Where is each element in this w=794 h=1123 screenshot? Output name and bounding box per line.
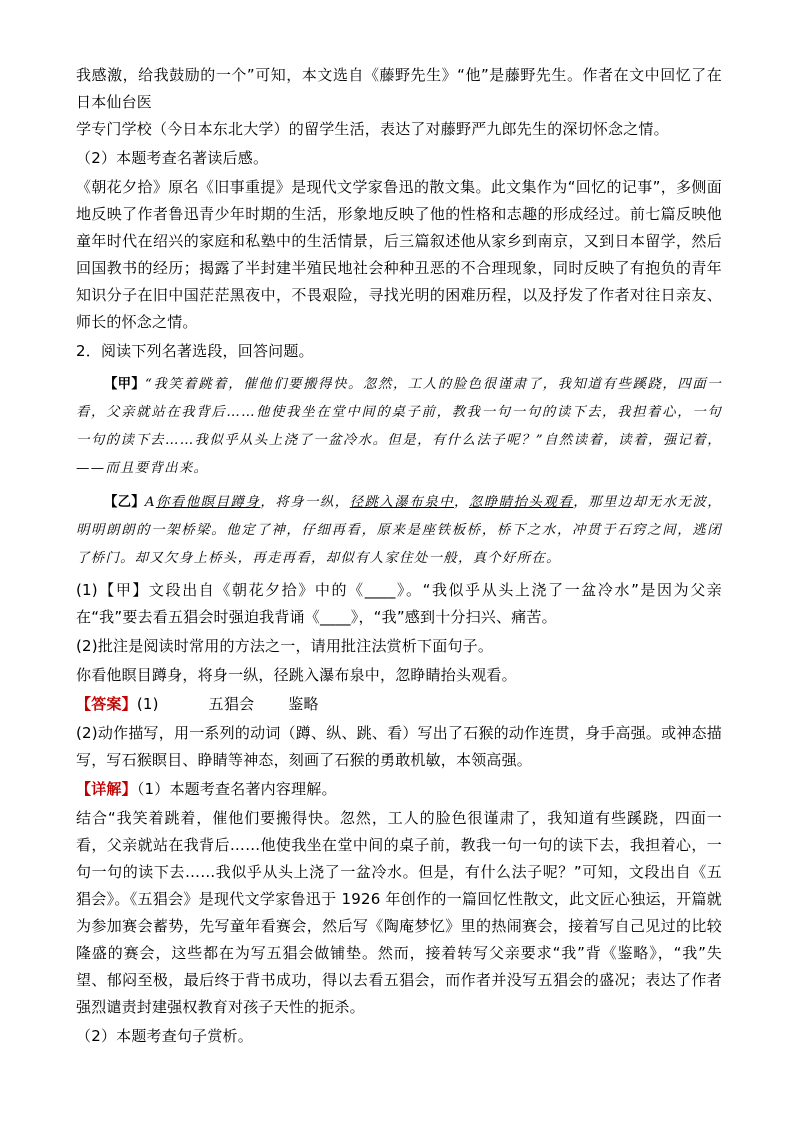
detail-body: 结合“我笑着跳着，催他们要搬得快。忽然，工人的脸色很谨肃了，我知道有些蹊跷，四面一看，父亲就站在我背后……他使我坐在堂中间的桌子前，教我一句一句的读下去，我担着心，一句一句的读下去……我似乎从头上浇了一盆冷水。但是，有什么法子呢？”可知，文段出自《五猖会》。《五猖会》是现代文学家鲁迅于 1926 年创作的一篇回忆性散文，此文匠心独运，开篇就为参加赛会蓄势，先写童年看赛会，然后写《陶庵梦忆》里的热闹赛会，接着写自己见过的比较隆盛的赛会，这些都在为写五猖会做铺垫。然而，接着转写父亲要求“我”背《鉴略》，“我”失望、郁闷至极，最后终于背书成功，得以去看五猖会，而作者并没写五猖会的盛况；表达了作者强烈谴责封建强权教育对孩子天性的扼杀。 [76,809,722,1016]
intro-line-1: 我感激，给我鼓励的一个”可知，本文选自《藤野先生》“他”是藤野先生。作者在文中回忆了在日本仙台医 [76,66,722,111]
sub1-mid: 》。“我似乎从头上浇了一盆冷水”是因为父亲在“我”要去看五猖会时强迫我背诵《 [76,581,722,626]
document-content [76,62,722,1050]
question-title: 2．阅读下列名著选段，回答问题。 [76,342,314,360]
passage-jia-text: “我笑着跳着，催他们要搬得快。忽然，工人的脸色很谨肃了，我知道有些蹊跷，四面一看，父亲就站在我背后……他使我坐在堂中间的桌子前，教我一句一句的读下去，我担着心，一句一句的读下去……我似乎从头上浇了一盆冷水。但是，有什么法子呢？”自然读着，读着，强记着，——而且要背出来。 [76,377,723,476]
detail-label: 【详解】 [76,780,137,798]
passage-yi-rest: ，那里边却无水无波，明明朗朗的一架桥梁。他定了神，仔细再看，原来是座铁板桥，桥下之水，冲贯于石窍之间，逃闭了桥门。却又欠身上桥头，再走再看，却似有人家住处一般，真个好所在。 [76,495,723,566]
sub-question-1 [76,577,722,631]
answer-number: (1) [136,695,159,713]
sub1-blank-2: ____ [319,608,351,626]
q2-heading: （2）本题考查名著读后感。 [76,149,269,167]
sub-question-2: (2)批注是阅读时常用的方法之一，请用批注法赏析下面句子。 [76,637,494,655]
passage-yi-underline-2: 径跳入瀑布泉中 [349,495,455,510]
answer-line [76,691,722,718]
detail-heading [76,776,722,803]
passage-yi-underline-1: 你看他瞑目蹲身 [155,495,261,510]
passage-yi-underline-3: 忽睁睛抬头观看 [468,495,574,510]
answer-label: 【答案】 [76,695,137,713]
passage-yi [76,489,722,573]
answer-2: 鉴略 [288,695,319,713]
q2-body: 《朝花夕拾》原名《旧事重提》是现代文学家鲁迅的散文集。此文集作为“回忆的记事”，多侧面地反映了作者鲁迅青少年时期的生活，形象地反映了他的性格和志趣的形成经过。前七篇反映他童年时代在绍兴的家庭和私塾中的生活情景，后三篇叙述他从家乡到南京，又到日本留学，然后回国教书的经历；揭露了半封建半殖民地社会种种丑恶的不合理现象，同时反映了有抱负的青年知识分子在旧中国茫茫黑夜中，不畏艰险，寻找光明的困难历程，以及抒发了作者对往日亲友、师长的怀念之情。 [76,178,722,331]
sub1-suffix: 》，“我”感到十分扫兴、痛苦。 [350,608,557,626]
sub1-blank-1: ____ [364,581,396,599]
passage-yi-middle-2: ， [454,495,469,510]
sub1-prefix: (1)【甲】文段出自《朝花夕拾》中的《 [76,581,365,599]
intro-line-2: 学专门学校（今日本东北大学）的留学生活，表达了对藤野严九郎先生的深切怀念之情。 [76,120,669,138]
passage-jia-tag: 【甲】 [104,377,146,392]
passage-yi-middle-1: ，将身一纵， [260,495,350,510]
sub-question-2-sentence: 你看他瞑目蹲身，将身一纵，径跳入瀑布泉中，忽睁睛抬头观看。 [76,666,517,684]
passage-yi-tag: 【乙】 [104,495,145,510]
passage-jia [76,371,722,483]
detail-tail: （2）本题考查句子赏析。 [76,1027,253,1045]
detail-head: （1）本题考查名著内容理解。 [136,780,337,798]
passage-yi-prefix: A [144,495,156,510]
answer-1: 五猖会 [208,695,255,713]
answer-part-2: (2)动作描写，用一系列的动词（蹲、纵、跳、看）写出了石猴的动作连贯，身手高强。或神态描写，写石猴瞑目、睁睛等神态，刻画了石猴的勇敢机敏，本领高强。 [76,724,722,769]
